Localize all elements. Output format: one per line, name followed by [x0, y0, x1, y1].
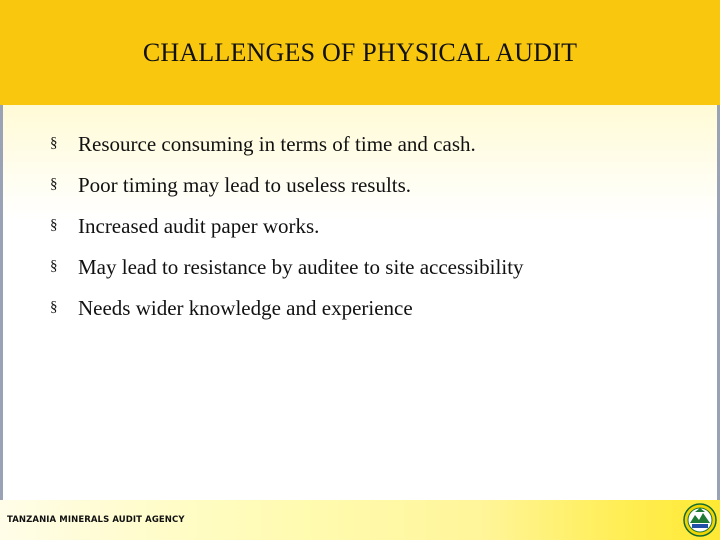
- bullet-text: May lead to resistance by auditee to site accessibility: [78, 255, 524, 279]
- bullet-marker-icon: §: [50, 176, 58, 192]
- bullet-text: Needs wider knowledge and experience: [78, 296, 413, 320]
- bullet-marker-icon: §: [50, 217, 58, 233]
- bullet-list: [50, 124, 524, 329]
- bullet-marker-icon: §: [50, 299, 58, 315]
- bullet-text: Resource consuming in terms of time and cash.: [78, 132, 476, 156]
- bullet-item: [50, 124, 524, 165]
- footer-organization: TANZANIA MINERALS AUDIT AGENCY: [7, 515, 185, 525]
- bullet-text: Poor timing may lead to useless results.: [78, 173, 412, 197]
- bullet-item: [50, 247, 524, 288]
- slide-title: CHALLENGES OF PHYSICAL AUDIT: [142, 38, 578, 67]
- bullet-item: [50, 288, 524, 329]
- left-border: [0, 105, 3, 500]
- title-bar: [0, 0, 720, 105]
- bullet-item: [50, 165, 524, 206]
- bullet-marker-icon: §: [50, 258, 58, 274]
- bullet-marker-icon: §: [50, 135, 58, 151]
- bullet-text: Increased audit paper works.: [78, 214, 320, 238]
- bullet-item: [50, 206, 524, 247]
- tmaa-emblem-icon: [683, 503, 717, 537]
- footer-bar: [0, 500, 720, 540]
